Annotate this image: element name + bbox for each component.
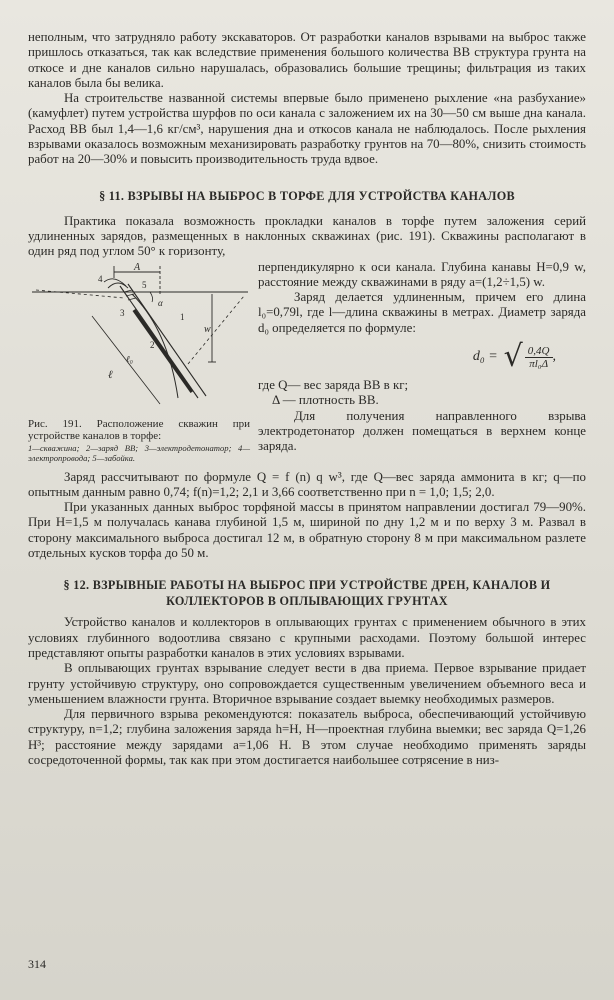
label-l: ℓ xyxy=(108,368,113,381)
side-text-column xyxy=(258,260,586,464)
label-1: 1 xyxy=(180,311,185,322)
label-a: A xyxy=(134,261,141,273)
section-11-heading: § 11. ВЗРЫВЫ НА ВЫБРОС В ТОРФЕ ДЛЯ УСТРОЙСТВА КАНАЛОВ xyxy=(99,188,515,203)
page-number: 314 xyxy=(28,957,46,971)
wires xyxy=(104,278,126,285)
figure-and-text-row xyxy=(28,260,586,464)
sqrt-sign: √ xyxy=(503,339,523,375)
label-5: 5 xyxy=(142,279,147,290)
formula-where-q: где Q— вес заряда ВВ в кг; xyxy=(258,378,409,393)
borehole-diagram xyxy=(28,260,250,408)
label-w: w xyxy=(204,323,211,335)
formula-tail: , xyxy=(552,349,556,365)
formula-lhs: d₀ = xyxy=(472,349,498,365)
section-11-paragraph-5: При указанных данных выброс торфяной массы в принятом направлении достигал 79—90%. При H=1,5 м получалась канава глубиной 1,5 м, шириной по дну 1,2 м и по верху 3 м. Развал в сторону максимального выброса достигал 12 м, в обратную сторону 8 м при максимальном разлете отдельных кусков торфа до 50 м. xyxy=(28,500,586,561)
section-11-paragraph-3: Для получения направленного взрыва электродетонатор должен помещаться в верхнем конце заряда. xyxy=(258,408,586,454)
formula-diameter xyxy=(258,336,586,378)
label-3: 3 xyxy=(120,307,125,318)
borehole-right-wall xyxy=(128,284,206,396)
formula-denominator: πl₀Δ xyxy=(529,357,549,370)
figure-legend: 1—скважина; 2—заряд ВВ; 3—электродетонатор; 4—электропровода; 5—забойка. xyxy=(28,442,250,464)
section-11-paragraph-1: Практика показала возможность прокладки каналов в торфе путем заложения серий удлиненных зарядов, размещенных в наклонных скважинах (рис. 191). Скважины располагают в один ряд под углом 50° к горизонту, xyxy=(28,213,586,259)
section-11-paragraph-2: Заряд делается удлиненным, причем его длина l₀=0,79l, где l—длина скважины в метрах. Диаметр заряда d₀ определяется по формуле: xyxy=(258,290,586,335)
paragraph-loosening: На строительстве названной системы впервые было применено рыхление «на разбухание» (камуфлет) путем устройства шурфов по оси канала с заложением их на 30—50 см выше дна канала. Расход ВВ был 1,4—1,6 кг/см³, нарушения дна и откосов канала не наблюдалось. После рыхления взрывами оказалось возможным механизировать разработку грунтов на 70—80%, снизить стоимость работ на 20—30% и повысить производительность труда вдвое. xyxy=(28,91,586,167)
formula-numerator: 0,4Q xyxy=(525,345,553,358)
label-l0: ℓ₀ xyxy=(126,353,133,364)
formula-where-delta: Δ — плотность ВВ. xyxy=(272,393,379,408)
formula-fraction xyxy=(525,345,553,370)
figure-caption: Рис. 191. Расположение скважин при устройстве каналов в торфе: xyxy=(28,417,250,443)
figure-191 xyxy=(28,260,250,464)
label-alpha: α xyxy=(158,297,163,308)
borehole-diagram-svg xyxy=(28,260,250,408)
section-11-paragraph-1-continued: перпендикулярно к оси канала. Глубина канавы H=0,9 w, расстояние между скважинами в ряду a=(1,2÷1,5) w. xyxy=(258,259,586,289)
label-4: 4 xyxy=(98,273,103,284)
section-12-paragraph-1: Устройство каналов и коллекторов в оплывающих грунтах с применением обычного в этих условиях глубинного водоотлива связано с крупными расходами. Поэтому большой интерес представляют опыты разработки каналов в этих условиях взрывами. xyxy=(28,615,586,660)
paragraph-top: неполным, что затрудняло работу экскаваторов. От разработки каналов взрывами на выброс также пришлось отказаться, так как вследствие применения большого количества ВВ структура грунта на откосе и дне каналов сильно нарушалась, образовались большие трещины; фильтрация из таких каналов была бы велика. xyxy=(28,30,586,90)
label-2: 2 xyxy=(150,339,155,350)
section-12-heading: § 12. ВЗРЫВНЫЕ РАБОТЫ НА ВЫБРОС ПРИ УСТРОЙСТВЕ ДРЕН, КАНАЛОВ И КОЛЛЕКТОРОВ В ОПЛЫВАЮЩИХ ГРУНТАХ xyxy=(63,578,551,609)
section-12-paragraph-2: В оплывающих грунтах взрывание следует вести в два приема. Первое взрывание придает грунту устойчивую структуру, оно сопровождается существенным увеличением объемного веса и уменьшением влажности грунта. Вторичное взрывание создает выемку необходимых размеров. xyxy=(28,661,586,706)
section-11-paragraph-4: Заряд рассчитывают по формуле Q = f (n) q w³, где Q—вес заряда аммонита в кг; q—по опытным данным равно 0,74; f(n)=1,2; 2,1 и 3,66 соответственно при n = 1,0; 1,5; 2,0. xyxy=(28,469,586,499)
section-12-paragraph-3: Для первичного взрыва рекомендуются: показатель выброса, обеспечивающий устойчивую структуру, n=1,2; глубина заложения заряда h=H, H—проектная глубина выемки; вес заряда Q=1,26 H³; расстояние между зарядами a=1,06 H. В этом случае необходимо применять заряды сосредоточенной формы, так как при этом достигается наибольшее сотрясение в низ- xyxy=(28,707,586,768)
charge xyxy=(134,310,192,392)
